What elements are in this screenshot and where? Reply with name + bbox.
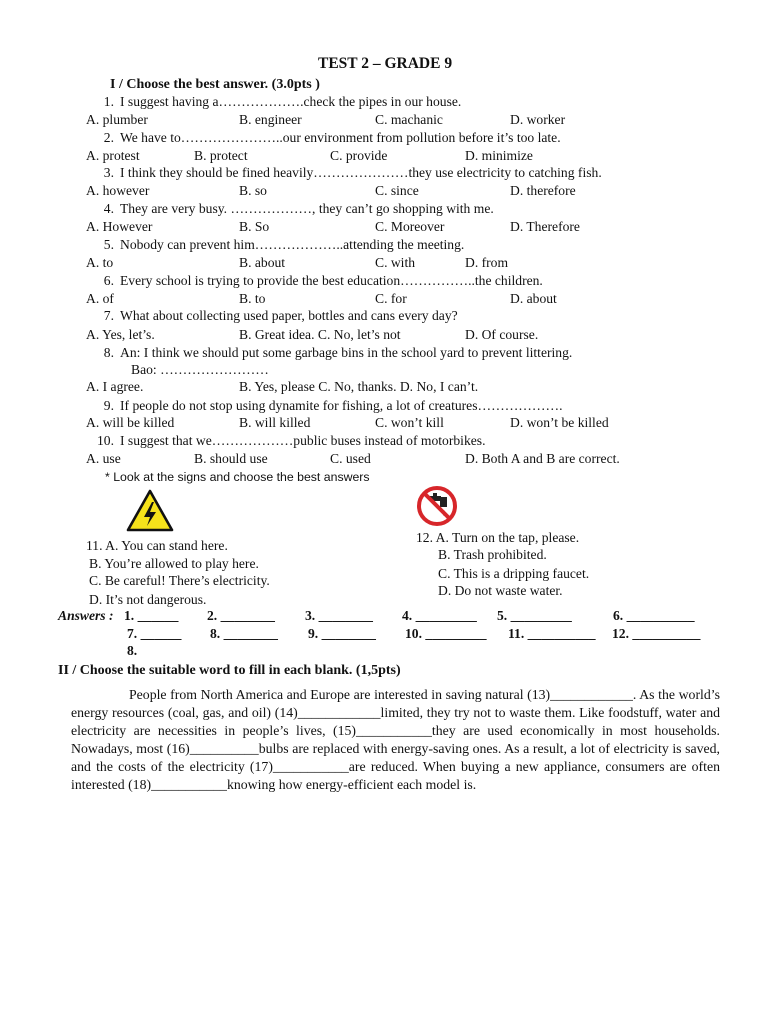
question-8-dialogue: Bao: …………………… [131, 362, 269, 377]
section1-heading: I / Choose the best answer. (3.0pts ) [110, 77, 320, 92]
option-b: B. engineer [239, 112, 302, 127]
option-a: A. use [86, 451, 121, 466]
answer-stray-8: 8. [127, 643, 138, 658]
option-b: B. to [239, 291, 266, 306]
option-a: A. I agree. [86, 379, 144, 394]
option-d: D. Of course. [465, 327, 539, 342]
option-a: A. Yes, let’s. [86, 327, 155, 342]
answer-blank-11[interactable]: 11. __________ [508, 626, 596, 641]
question-11-option-c: C. Be careful! There’s electricity. [89, 573, 270, 588]
answer-blank-5[interactable]: 5. _________ [497, 608, 572, 623]
option-a: A. of [86, 291, 114, 306]
option-a: A. to [86, 255, 114, 270]
option-d: D. therefore [510, 183, 576, 198]
answer-blank-2[interactable]: 2. ________ [207, 608, 275, 623]
question-4: 4. They are very busy. ………………, they can’t go shopping with me. [103, 201, 494, 216]
option-b: B. So [239, 219, 270, 234]
question-1: 1. I suggest having a……………….check the pipes in our house. [103, 94, 462, 109]
question-2: 2. We have to…………………..our environment from pollution before it’s too late. [103, 130, 561, 145]
answer-blank-1[interactable]: 1. ______ [124, 608, 179, 623]
signs-heading: * Look at the signs and choose the best answers [105, 470, 370, 484]
option-a: A. However [86, 219, 153, 234]
option-c: C. used [330, 451, 371, 466]
option-bcd: B. Yes, please C. No, thanks. D. No, I can’t. [239, 379, 479, 394]
option-d: D. from [465, 255, 509, 270]
option-c: C. won’t kill [375, 415, 444, 430]
option-c: C. with [375, 255, 416, 270]
question-5: 5. Nobody can prevent him………………..attending the meeting. [103, 237, 465, 252]
option-c: C. Moreover [375, 219, 445, 234]
answer-blank-12[interactable]: 12. __________ [612, 626, 701, 641]
question-3: 3. I think they should be fined heavily…………………they use electricity to catching fish. [103, 165, 602, 180]
question-12-option-b: B. Trash prohibited. [438, 547, 547, 562]
section2-heading: II / Choose the suitable word to fill in each blank. (1,5pts) [58, 663, 401, 678]
option-c: C. since [375, 183, 419, 198]
option-b: B. so [239, 183, 267, 198]
no-dripping-tap-icon [416, 485, 458, 527]
question-11-option-d: D. It’s not dangerous. [89, 592, 207, 607]
answer-blank-3[interactable]: 3. ________ [305, 608, 373, 623]
option-a: A. however [86, 183, 150, 198]
question-11-option-b: B. You’re allowed to play here. [89, 556, 259, 571]
answer-blank-10[interactable]: 10. _________ [405, 626, 487, 641]
answer-blank-6[interactable]: 6. __________ [613, 608, 695, 623]
option-c: C. for [375, 291, 407, 306]
question-12-option-a: 12. A. Turn on the tap, please. [416, 530, 580, 545]
page-title: TEST 2 – GRADE 9 [318, 55, 453, 72]
option-d: D. Therefore [510, 219, 580, 234]
option-d: D. won’t be killed [510, 415, 609, 430]
cloze-passage: People from North America and Europe are interested in saving natural (13)____________. As the world’s energy resources (coal, gas, and oil) (14)____________limited, they try not to waste them. Like foodstuff, water and electricity are necessities in people’s lives, (15)___________they are used economically in most households. Nowadays, most (16)__________bulbs are replaced with energy-saving ones. As a result, a lot of electricity is saved, and the costs of the electricity (17)___________are reduced. When buying a new appliance, consumers are often interested (18)___________knowing how energy-efficient each model is. [71, 687, 720, 792]
high-voltage-warning-icon [126, 489, 174, 532]
question-9: 9. If people do not stop using dynamite for fishing, a lot of creatures………………. [103, 398, 563, 413]
question-7: 7. What about collecting used paper, bottles and cans every day? [103, 308, 458, 323]
option-a: A. plumber [86, 112, 148, 127]
answers-label: Answers : [58, 608, 114, 623]
option-b: B. will killed [239, 415, 311, 430]
question-12-option-d: D. Do not waste water. [438, 583, 563, 598]
question-6: 6. Every school is trying to provide the best education……………..the children. [103, 273, 543, 288]
answer-blank-7[interactable]: 7. ______ [127, 626, 182, 641]
option-b: B. should use [194, 451, 268, 466]
question-12-option-c: C. This is a dripping faucet. [438, 566, 590, 581]
answer-blank-9[interactable]: 9. ________ [308, 626, 376, 641]
option-d: D. about [510, 291, 557, 306]
option-d: D. worker [510, 112, 566, 127]
question-11-option-a: 11. A. You can stand here. [86, 538, 228, 553]
option-c: C. machanic [375, 112, 443, 127]
question-8: 8. An: I think we should put some garbage bins in the school yard to prevent littering. [103, 345, 573, 360]
answer-blank-4[interactable]: 4. _________ [402, 608, 477, 623]
answer-blank-8[interactable]: 8. ________ [210, 626, 278, 641]
option-d: D. Both A and B are correct. [465, 451, 620, 466]
option-d: D. minimize [465, 148, 533, 163]
option-a: A. will be killed [86, 415, 175, 430]
option-a: A. protest [86, 148, 140, 163]
option-c: C. provide [330, 148, 388, 163]
option-b: B. about [239, 255, 286, 270]
option-b: B. protect [194, 148, 248, 163]
question-10: 10. I suggest that we………………public buses instead of motorbikes. [97, 433, 486, 448]
option-bc: B. Great idea. C. No, let’s not [239, 327, 401, 342]
